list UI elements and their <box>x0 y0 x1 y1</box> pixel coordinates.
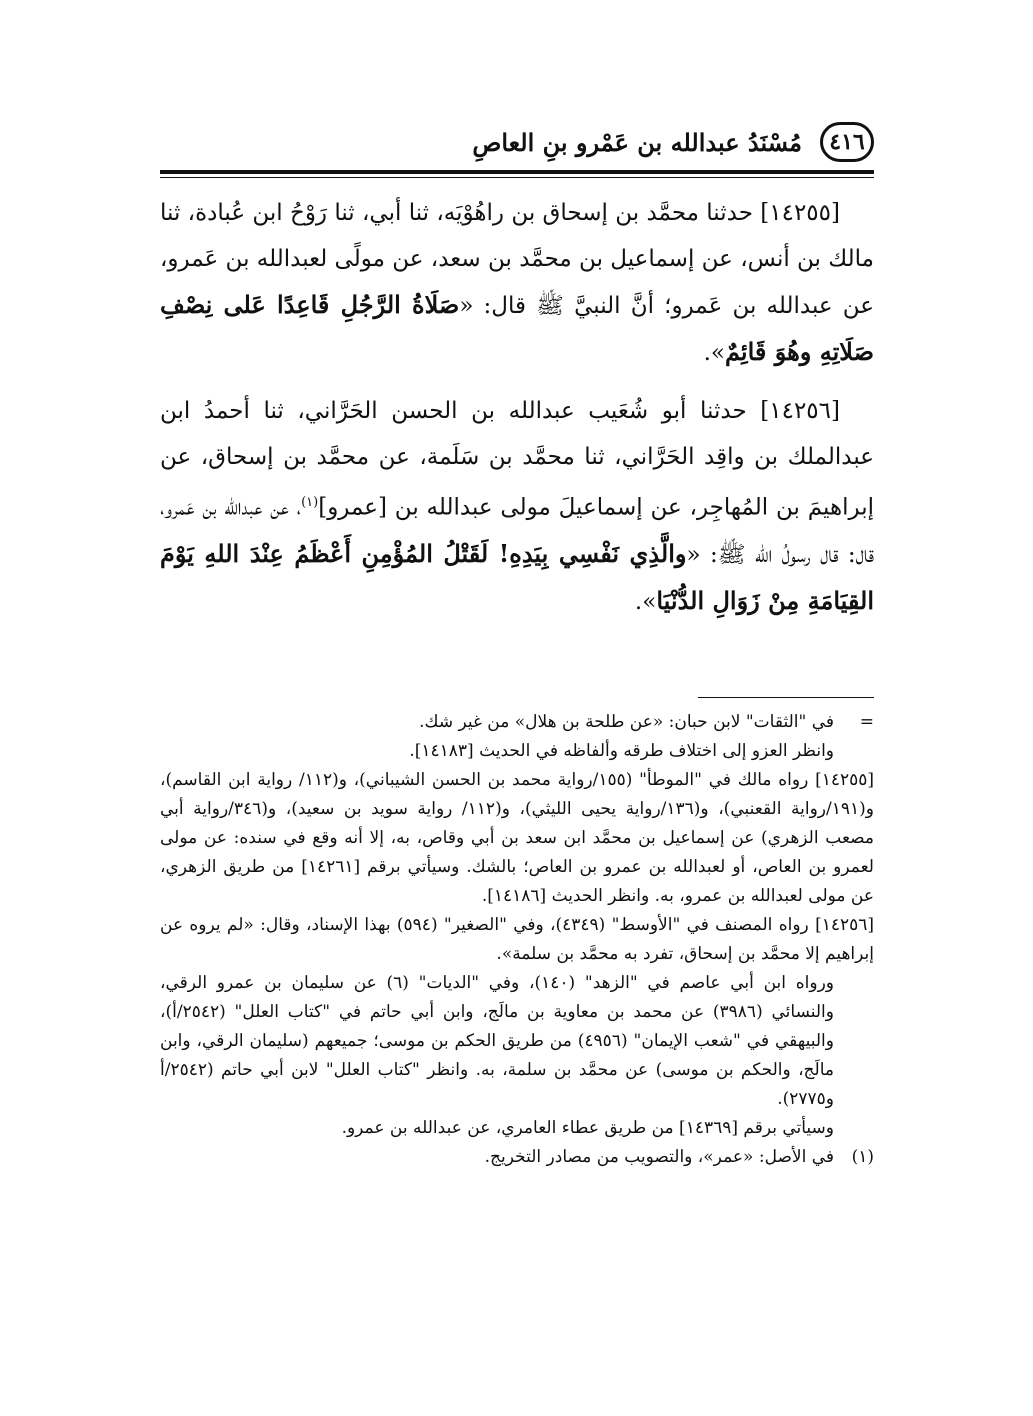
footnote-continuation <box>160 708 874 766</box>
page-header <box>160 118 874 166</box>
header-rule-thick <box>160 170 874 174</box>
hadith-paragraph-14255 <box>160 190 874 376</box>
note-text: رواه المصنف في "الأوسط" (٤٣٤٩)، وفي "الصغير" (٥٩٤) بهذا الإسناد، وقال: «لم يروه عن إبراهيم إلا محمَّد بن إسحاق، تفرد به محمَّد بن سلمة». <box>160 915 874 964</box>
footnote-line: في "الثقات" لابن حبان: «عن طلحة بن هلال» من غير شك. <box>419 712 834 732</box>
page-number: ٤١٦ <box>820 122 874 162</box>
hadith-paragraph-14256 <box>160 388 874 625</box>
continuation-marker: = <box>859 712 874 732</box>
header-rule-thin <box>160 177 874 178</box>
isnad-text: [١٤٢٥٥] حدثنا محمَّد بن إسحاق بن راهُوْيَه، ثنا أبي، ثنا رَوْحُ ابن عُبادة، ثنا مالك بن أنس، عن إسماعيل بن محمَّد بن سعد، عن مولًى لعبدالله بن عَمرو، عن عبدالله بن عَمرو؛ أنَّ النبيَّ ﷺ قال: « <box>160 200 875 319</box>
footnote-line: وانظر العزو إلى اختلاف طرقه وألفاظه في الحديث [١٤١٨٣]. <box>409 741 834 761</box>
takhrij-note-14256 <box>160 911 874 1143</box>
takhrij-note-14255 <box>160 766 874 911</box>
isnad-text-cont: ، عن عبدالله بن عَمرو، قال: قال رسولُ الله ﷺ: « <box>160 494 875 568</box>
hadith-matn: صَلَاةُ الرَّجُلِ قَاعِدًا عَلى نِصْفِ صَلَاتِهِ وهُوَ قَائِمٌ <box>160 290 874 366</box>
note-text: رواه مالك في "الموطأ" (١٥٥/رواية محمد بن الحسن الشيباني)، و(١١٢/ رواية ابن القاسم)، و(١٩١/رواية القعنبي)، و(١٣٦/رواية يحيى الليثي)، و(١١٢/ رواية سويد بن سعيد)، و(٣٤٦/رواية أبي مصعب الزهري) عن إسماعيل بن محمَّد ابن سعد بن أبي وقاص، به، إلا أنه وقع في سنده: عن مولى لعمرو بن العاص، أو لعبدالله بن عمرو بن العاص؛ بالشك. وسيأتي برقم [١٤٢٦١] من طريق الزهري، عن مولى لعبدالله بن عمرو، به. وانظر الحديث [١٤١٨٦]. <box>160 770 875 906</box>
main-text <box>160 190 874 637</box>
footnotes <box>160 708 874 1172</box>
footnote-line <box>160 766 874 911</box>
running-title: مُسْنَدُ عبدالله بن عَمْرو بنِ العاصِ <box>472 127 802 157</box>
footnote-line: في الأصل: «عمر»، والتصويب من مصادر التخريج. <box>484 1147 834 1167</box>
hadith-end: ». <box>634 588 657 615</box>
footnote-line <box>160 911 874 969</box>
footnote-separator <box>698 697 874 698</box>
isnad-text: [١٤٢٥٦] حدثنا أبو شُعَيب عبدالله بن الحسن الحَرَّاني، ثنا أحمدُ ابن عبدالملك بن واقِد الحَرَّاني، ثنا محمَّد بن سَلَمة، عن محمَّد بن إسحاق، عن إبراهيمَ بن المُهاجِر، عن إسماعيلَ مولى عبدالله بن [عمرو] <box>160 398 874 521</box>
hadith-end: ». <box>703 340 725 366</box>
footnote-line: وسيأتي برقم [١٤٣٦٩] من طريق عطاء العامري، عن عبدالله بن عمرو. <box>341 1118 834 1138</box>
note-ref: [١٤٢٥٥] <box>815 770 875 790</box>
footnote-ref[interactable]: (١) <box>301 495 319 510</box>
note-ref: [١٤٢٥٦] <box>815 915 874 935</box>
footnote-line: ورواه ابن أبي عاصم في "الزهد" (١٤٠)، وفي "الديات" (٦) عن سليمان بن عمرو الرقي، والنسائي (٣٩٨٦) عن محمد بن معاوية بن مالَج، وابن أبي حاتم في "كتاب العلل" (٢٥٤٢/أ)، والبيهقي في "شعب الإيمان" (٤٩٥٦) من طريق الحكم بن موسى؛ جميعهم (سليمان الرقي، وابن مالَج، والحكم بن موسى) عن محمَّد بن سلمة، به. وانظر "كتاب العلل" لابن أبي حاتم (٢٥٤٢/أ و٢٧٧٥). <box>160 973 834 1109</box>
footnote-1 <box>160 1143 874 1172</box>
footnote-number: (١) <box>851 1147 874 1167</box>
hadith-matn: والَّذِي نَفْسِي بِيَدِهِ! لَقَتْلُ المُؤْمِنِ أَعْظَمُ عِنْدَ اللهِ يَوْمَ القِيَامَةِ مِنْ زَوَالِ الدُّنْيَا <box>160 538 874 615</box>
